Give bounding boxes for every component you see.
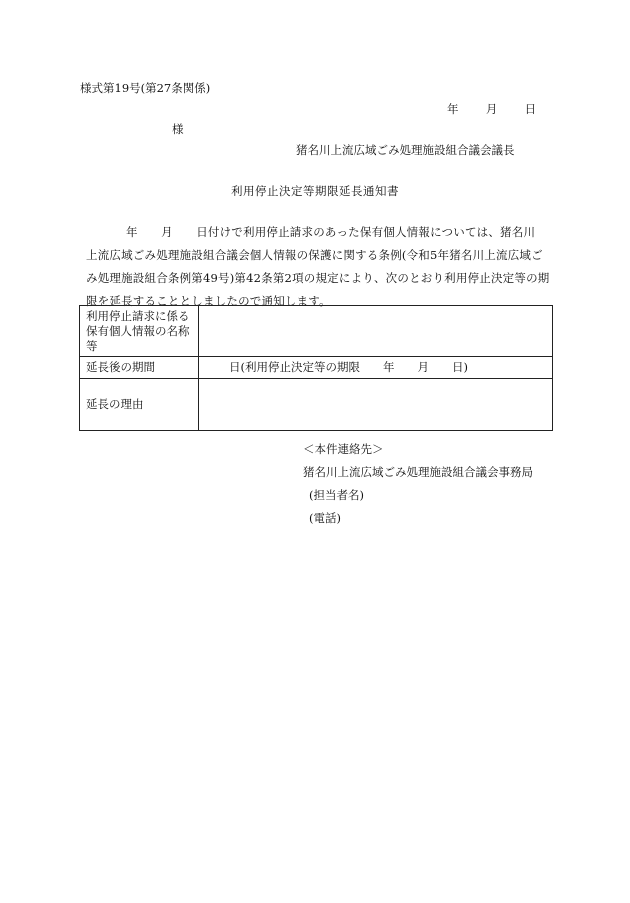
issuer-name: 猪名川上流広域ごみ処理施設組合議会議長 — [296, 143, 515, 157]
contact-heading: ＜本件連絡先＞ — [303, 442, 384, 456]
contact-person: (担当者名) — [309, 488, 364, 502]
table-row-name — [80, 306, 553, 357]
row-name-label: 利用停止請求に係る 保有個人情報の名称 等 — [80, 306, 199, 357]
date-month: 月 — [485, 102, 498, 116]
body-line-1: 年 月 日付けで利用停止請求のあった保有個人情報については、猪名川 — [126, 225, 536, 239]
date-year: 年 — [447, 102, 459, 116]
row-reason-label: 延長の理由 — [80, 379, 199, 431]
contact-phone: (電話) — [309, 511, 341, 525]
contact-block — [303, 438, 533, 530]
addressee-suffix: 様 — [172, 122, 184, 136]
contact-office: 猪名川上流広域ごみ処理施設組合議会事務局 — [303, 465, 533, 479]
body-line-2: 上流広域ごみ処理施設組合議会個人情報の保護に関する条例(令和5年猪名川上流広域ご — [86, 248, 543, 262]
body-text — [80, 221, 550, 313]
info-table — [79, 305, 553, 431]
row-period-value[interactable]: 日(利用停止決定等の期限 年 月 日) — [199, 357, 553, 379]
row-reason-value[interactable] — [199, 379, 553, 431]
row-period-label: 延長後の期間 — [80, 357, 199, 379]
table-row-reason — [80, 379, 553, 431]
date-line — [447, 101, 536, 117]
body-line-3: み処理施設組合条例第49号)第42条第2項の規定により、次のとおり利用停止決定等の期 — [86, 271, 550, 285]
document-title: 利用停止決定等期限延長通知書 — [231, 184, 399, 198]
row-name-value[interactable] — [199, 306, 553, 357]
body-line-4: 限を延長することとしましたので通知します。 — [86, 294, 331, 308]
table-row-period — [80, 357, 553, 379]
form-number: 様式第19号(第27条関係) — [80, 81, 211, 95]
date-day: 日 — [524, 102, 537, 116]
